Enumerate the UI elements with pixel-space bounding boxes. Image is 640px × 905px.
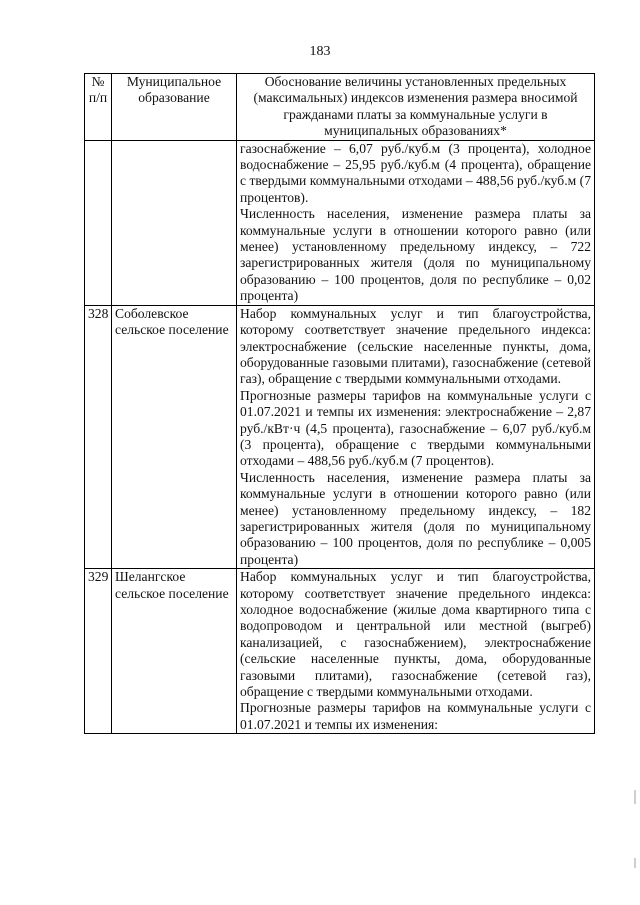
- page-number: 183: [309, 44, 331, 59]
- justification-paragraph: Численность населения, изменение размера платы за коммунальные услуги в отношении которого равно (или менее) установленному предельному индексу, – 182 зарегистрированных жителя (доля по муниципальному образованию – 100 процентов, доля по республике – 0,005 процента): [240, 469, 591, 567]
- row-municipality: [112, 140, 237, 305]
- header-municipality: Муниципальное образование: [112, 74, 237, 141]
- justification-paragraph: Прогнозные размеры тарифов на коммунальные услуги с 01.07.2021 и темпы их изменения: электроснабжение – 2,87 руб./кВт·ч (4,5 процента), газоснабжение – 6,07 руб./куб.м (3 процента), обращение с твердыми коммунальными отходами – 488,56 руб./куб.м (7 процентов).: [240, 387, 591, 469]
- tariff-justification-table: [84, 73, 595, 734]
- row-municipality: Шелангское сельское поселение: [112, 569, 237, 734]
- row-justification: [237, 140, 595, 305]
- table-row: [85, 569, 595, 734]
- row-number: 328: [85, 305, 112, 569]
- justification-paragraph: Набор коммунальных услуг и тип благоустройства, которому соответствует значение предельного индекса: электроснабжение (сельские населенные пункты, дома, оборудованные газовыми плитами), газоснабжение (сетевой газ), обращение с твердыми коммунальными отходами.: [240, 305, 591, 387]
- table-header-row: [85, 74, 595, 141]
- justification-paragraph: Численность населения, изменение размера платы за коммунальные услуги в отношении которого равно (или менее) установленному предельному индексу, – 722 зарегистрированных жителя (доля по муниципальному образованию – 100 процентов, доля по республике – 0,02 процента): [240, 206, 591, 304]
- row-municipality: Соболевское сельское поселение: [112, 305, 237, 569]
- header-number: № п/п: [85, 74, 112, 141]
- justification-paragraph: Прогнозные размеры тарифов на коммунальные услуги с 01.07.2021 и темпы их изменения:: [240, 700, 591, 732]
- row-justification: [237, 569, 595, 734]
- row-number: 329: [85, 569, 112, 734]
- justification-paragraph: Набор коммунальных услуг и тип благоустройства, которому соответствует значение предельного индекса: холодное водоснабжение (жилые дома квартирного типа с водопроводом и центральной или местной (выгреб) канализацией, с газоснабжением), электроснабжение (сельские населенные пункты, дома, оборудованные газовыми плитами), газоснабжение (сетевой газ), обращение с твердыми коммунальными отходами.: [240, 569, 591, 700]
- scan-artifact: [634, 858, 636, 868]
- table-row: [85, 140, 595, 305]
- row-justification: [237, 305, 595, 569]
- scan-artifact: [634, 790, 636, 804]
- table-row: [85, 305, 595, 569]
- row-number: [85, 140, 112, 305]
- header-justification: Обоснование величины установленных предельных (максимальных) индексов изменения размера вносимой гражданами платы за коммунальные услуги в муниципальных образованиях*: [237, 74, 595, 141]
- justification-paragraph: газоснабжение – 6,07 руб./куб.м (3 процента), холодное водоснабжение – 25,95 руб./куб.м (4 процента), обращение с твердыми коммунальными отходами – 488,56 руб./куб.м (7 процентов).: [240, 140, 591, 205]
